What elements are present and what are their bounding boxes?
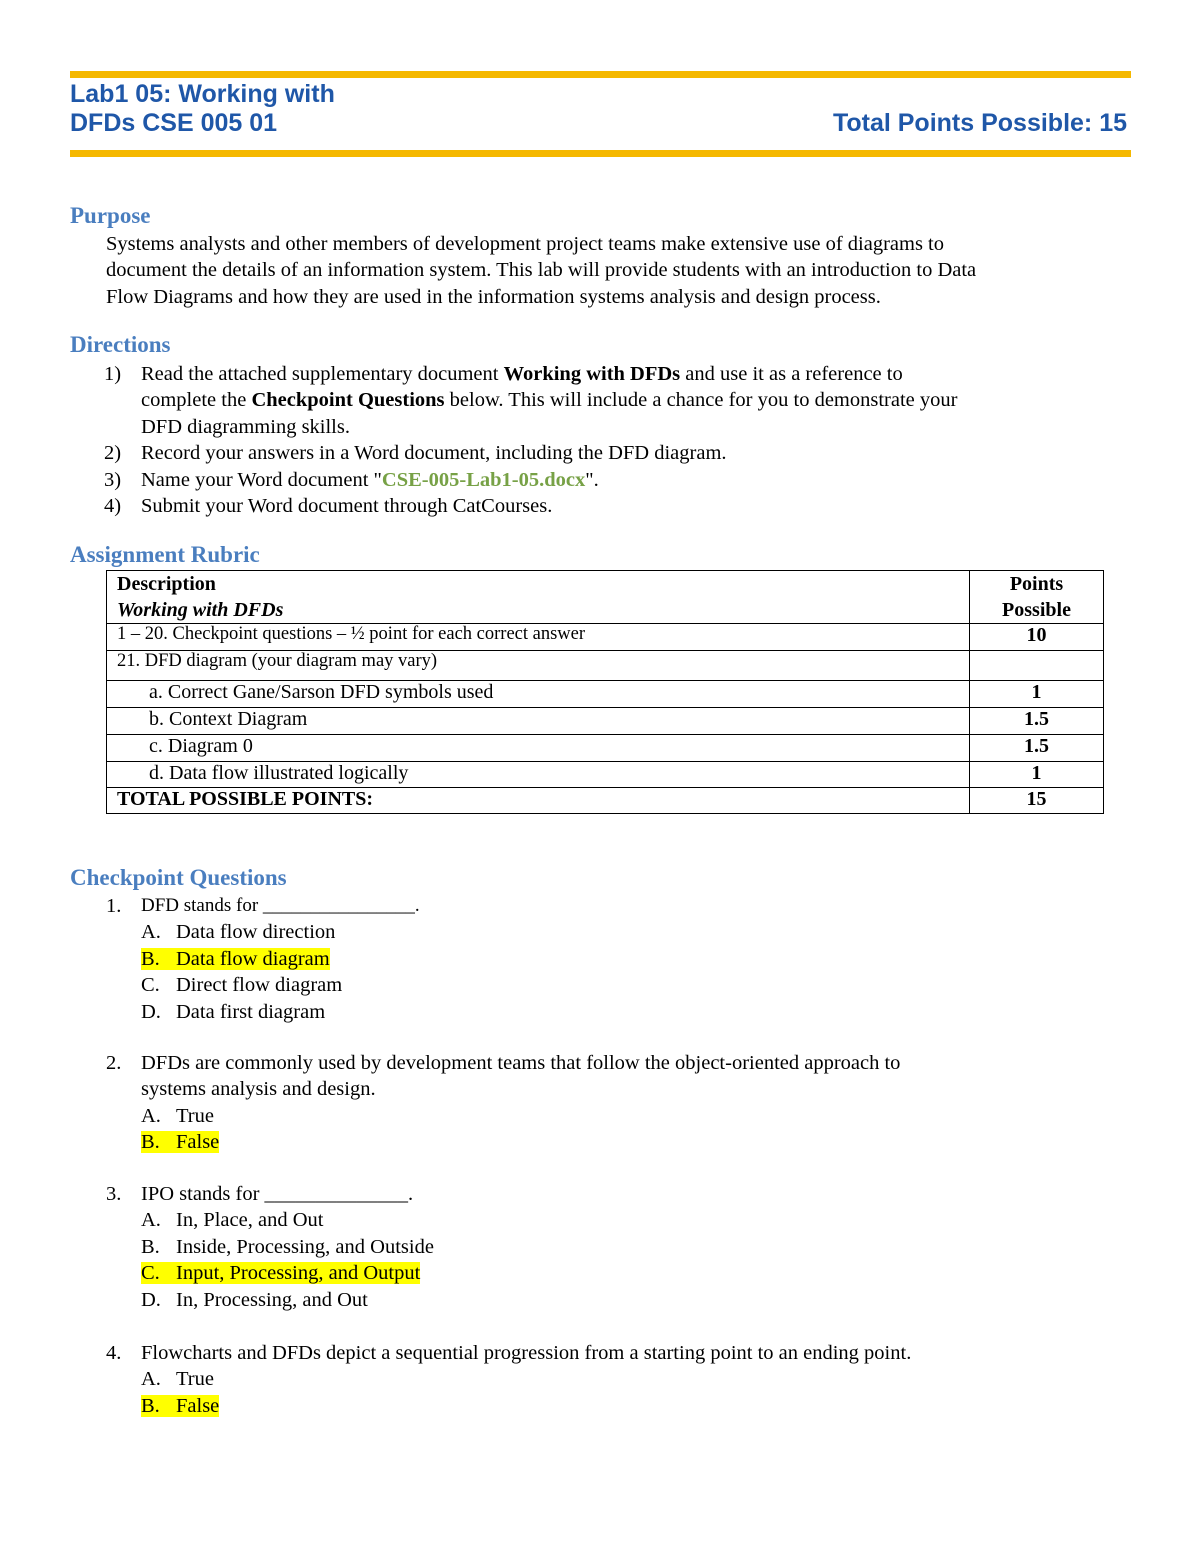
direction-text-line: DFD diagramming skills. — [141, 415, 350, 438]
direction-number: 2) — [104, 442, 122, 465]
answer-choice-correct — [141, 1393, 911, 1419]
choice-text: Inside, Processing, and Outside — [176, 1235, 434, 1258]
header-bottom-rule — [70, 150, 1131, 157]
choice-letter: D. — [141, 1288, 161, 1311]
direction-text-line — [141, 387, 1114, 413]
answer-choice — [141, 919, 420, 945]
points-header-label: Points — [1009, 573, 1064, 595]
choice-letter: D. — [141, 1000, 161, 1023]
direction-text: Name your Word document " — [141, 468, 382, 491]
choice-letter: B. — [141, 1235, 160, 1258]
rubric-description-header — [107, 571, 970, 624]
rubric-table — [106, 570, 1104, 814]
direction-text-line — [141, 361, 1114, 387]
total-points-label: Total Points Possible: 15 — [832, 109, 1127, 137]
answer-choice-correct — [141, 1129, 900, 1155]
choice-text: Direct flow diagram — [176, 974, 343, 997]
answer-choice — [141, 999, 420, 1025]
header-top-rule — [70, 71, 1131, 78]
rubric-row — [107, 708, 1104, 735]
rubric-row-description: d. Data flow illustrated logically — [107, 762, 970, 788]
question-3 — [106, 1181, 434, 1313]
answer-choice — [141, 972, 420, 998]
answer-choice — [141, 1234, 434, 1260]
directions-list — [104, 361, 1114, 519]
answer-choice — [141, 1103, 900, 1129]
choice-letter: B. — [141, 1394, 160, 1417]
choice-letter: A. — [141, 1368, 161, 1391]
rubric-total-label: TOTAL POSSIBLE POINTS: — [107, 788, 970, 814]
rubric-row-points: 1.5 — [970, 708, 1104, 735]
direction-text: complete the — [141, 389, 252, 412]
rubric-row — [107, 681, 1104, 708]
purpose-line: document the details of an information system. This lab will provide students with an introduction to Data — [106, 259, 977, 282]
doc-reference: Working with DFDs — [503, 363, 681, 385]
choice-letter: B. — [141, 947, 160, 970]
rubric-row-points: 10 — [970, 624, 1104, 651]
rubric-row-points: 1 — [970, 762, 1104, 788]
doc-title-line2: DFDs CSE 005 01 — [70, 109, 278, 137]
choice-text: False — [176, 1131, 220, 1154]
direction-text: ". — [585, 468, 599, 491]
answer-choice-correct — [141, 946, 420, 972]
rubric-row-description: a. Correct Gane/Sarson DFD symbols used — [107, 681, 970, 708]
question-text: DFD stands for ________________. — [141, 895, 420, 916]
direction-item — [104, 440, 1114, 466]
directions-heading: Directions — [70, 332, 171, 357]
question-number: 2. — [106, 1052, 122, 1074]
purpose-paragraph — [106, 231, 1116, 310]
purpose-line: Flow Diagrams and how they are used in the information systems analysis and design process. — [106, 285, 881, 308]
rubric-points-header — [970, 571, 1104, 624]
question-number: 4. — [106, 1342, 122, 1364]
rubric-row-description: 1 – 20. Checkpoint questions – ½ point for each correct answer — [107, 624, 970, 651]
choice-letter: A. — [141, 1104, 161, 1127]
direction-number: 4) — [104, 495, 122, 518]
choice-letter: A. — [141, 921, 161, 944]
checkpoint-reference: Checkpoint Questions — [251, 389, 445, 412]
rubric-row — [107, 624, 1104, 651]
answer-choice — [141, 1366, 911, 1392]
choice-letter: B. — [141, 1131, 160, 1154]
rubric-row-points: 1 — [970, 681, 1104, 708]
choice-text: Data flow diagram — [176, 947, 330, 970]
question-text: Flowcharts and DFDs depict a sequential progression from a starting point to an ending point. — [141, 1342, 912, 1364]
description-header-label: Description — [117, 573, 216, 595]
choice-letter: C. — [141, 974, 160, 997]
direction-text-line: Record your answers in a Word document, including the DFD diagram. — [141, 442, 727, 465]
choice-text: True — [176, 1104, 214, 1127]
answer-choice-correct — [141, 1260, 434, 1286]
rubric-header-row — [107, 571, 1104, 624]
direction-number: 3) — [104, 468, 122, 491]
direction-text: Read the attached supplementary document — [141, 363, 504, 385]
choice-text: Input, Processing, and Output — [176, 1262, 421, 1285]
choice-text: Data first diagram — [176, 1000, 326, 1023]
question-1 — [106, 893, 420, 1025]
direction-text: below. This will include a chance for you to demonstrate your — [444, 389, 958, 412]
choice-letter: A. — [141, 1209, 161, 1232]
question-text: systems analysis and design. — [141, 1078, 376, 1101]
direction-text-line — [141, 467, 1114, 493]
direction-item — [104, 493, 1114, 519]
rubric-row — [107, 735, 1104, 762]
doc-title-line1: Lab1 05: Working with — [70, 80, 335, 108]
question-text: IPO stands for ______________. — [141, 1183, 414, 1205]
question-number: 1. — [106, 895, 122, 917]
direction-item — [104, 361, 1114, 440]
rubric-row-points: 1.5 — [970, 735, 1104, 762]
points-header-label: Possible — [1002, 599, 1071, 621]
rubric-row-description: c. Diagram 0 — [107, 735, 970, 762]
question-text: DFDs are commonly used by development teams that follow the object-oriented approach to — [141, 1052, 901, 1074]
direction-text-line: Submit your Word document through CatCourses. — [141, 495, 553, 518]
choice-text: In, Processing, and Out — [176, 1288, 368, 1311]
filename-text: CSE-005-Lab1-05.docx — [381, 468, 586, 491]
rubric-row-description: b. Context Diagram — [107, 708, 970, 735]
answer-choice — [141, 1287, 434, 1313]
rubric-heading: Assignment Rubric — [70, 542, 260, 567]
rubric-row-description: 21. DFD diagram (your diagram may vary) — [107, 651, 970, 681]
question-4 — [106, 1340, 911, 1419]
direction-text: and use it as a reference to — [680, 363, 903, 385]
purpose-line: Systems analysts and other members of development project teams make extensive use of diagrams to — [106, 233, 944, 255]
rubric-row — [107, 762, 1104, 788]
direction-number: 1) — [104, 363, 122, 385]
direction-item — [104, 467, 1114, 493]
rubric-row — [107, 651, 1104, 681]
rubric-row-points — [970, 651, 1104, 681]
question-2 — [106, 1050, 900, 1156]
choice-text: False — [176, 1394, 220, 1417]
purpose-heading: Purpose — [70, 203, 151, 228]
choice-text: In, Place, and Out — [176, 1209, 324, 1232]
choice-letter: C. — [141, 1262, 160, 1285]
description-header-sub: Working with DFDs — [117, 599, 284, 621]
rubric-total-row — [107, 788, 1104, 814]
rubric-total-points: 15 — [970, 788, 1104, 814]
checkpoint-heading: Checkpoint Questions — [70, 865, 287, 890]
choice-text: Data flow direction — [176, 921, 336, 944]
choice-text: True — [176, 1368, 214, 1391]
question-number: 3. — [106, 1183, 122, 1205]
answer-choice — [141, 1207, 434, 1233]
